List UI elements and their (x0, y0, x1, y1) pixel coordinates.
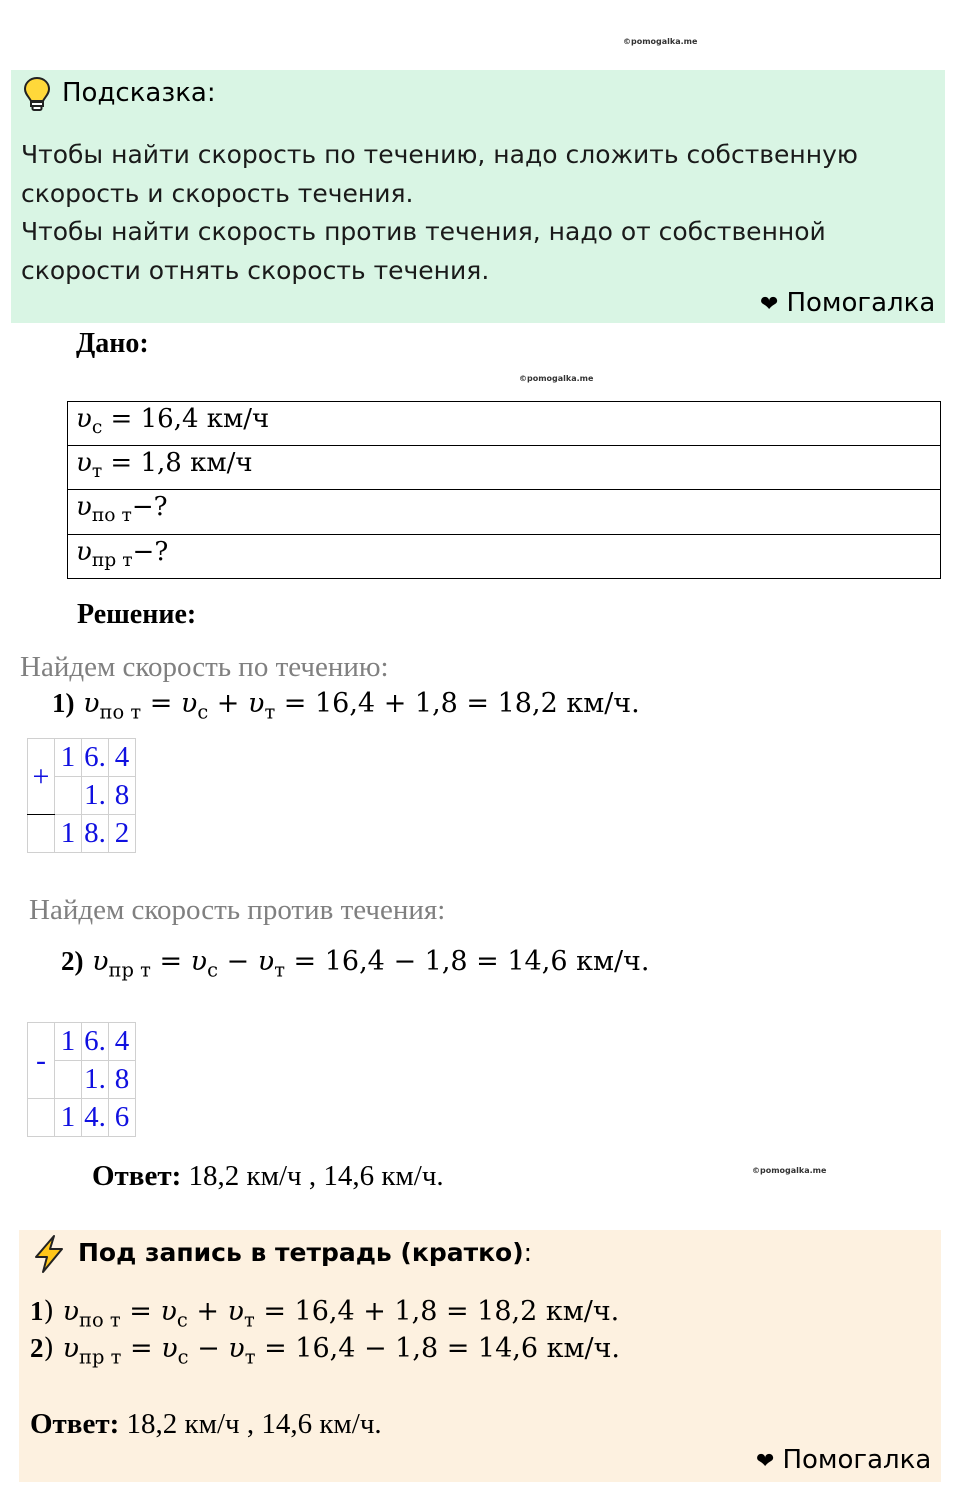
given-value: −? (131, 492, 168, 523)
lightning-icon (30, 1234, 68, 1274)
step2-formula: 2) $\upsilon_{пр т} = \upsilon_с - \upsilon_т = 16,4 - 1,8 = 14,6$ км/ч. (61, 946, 650, 982)
watermark-top: ©pomogalka.me (623, 37, 698, 46)
lightbulb-icon (22, 76, 52, 112)
given-row: $\upsilon_{пр т}-$? (68, 534, 941, 578)
digit: 8. (82, 815, 109, 853)
brand-label: Помогалка (782, 1445, 932, 1475)
hint-line: скорость и скорость течения. (21, 178, 414, 208)
given-value: = 16,4 км/ч (102, 404, 270, 434)
step1-value: = 16,4 + 1,8 = 18,2 км/ч. (275, 688, 640, 719)
digit: 6. (82, 1023, 109, 1061)
digit: 6 (109, 1099, 136, 1137)
hint-text (21, 136, 921, 290)
hint-line: Чтобы найти скорость по течению, надо сложить собственную (21, 140, 858, 169)
step1-number: 1) (52, 688, 75, 718)
digit: 1. (82, 1061, 109, 1099)
digit: 4 (109, 739, 136, 777)
answer (92, 1160, 444, 1193)
notes-title: Под запись в тетрадь (кратко): (78, 1238, 533, 1267)
solution-title: Решение: (77, 599, 197, 630)
answer-text: 18,2 км/ч , 14,6 км/ч. (119, 1408, 382, 1440)
hint-title: Подсказка: (62, 78, 216, 108)
given-table (67, 401, 941, 579)
hint-brand (760, 288, 935, 318)
given-subscript: пр т (91, 549, 133, 571)
given-title: Дано: (76, 328, 149, 359)
hint-line: скорости отнять скорость течения. (21, 255, 490, 285)
answer-label: Ответ: (30, 1408, 120, 1440)
addition-column (27, 738, 136, 853)
given-row: $\upsilon_с = 16,4$ км/ч (68, 402, 941, 446)
answer-label: Ответ: (92, 1160, 182, 1192)
watermark-answer: ©pomogalka.me (752, 1166, 827, 1175)
digit: 1 (55, 815, 82, 853)
given-row: $\upsilon_{по т}-$? (68, 490, 941, 534)
digit (55, 1061, 82, 1099)
step2-number: 2) (61, 946, 84, 976)
given-value: = 1,8 км/ч (102, 448, 253, 479)
digit: 4 (109, 1023, 136, 1061)
given-subscript: т (91, 461, 103, 483)
digit (55, 777, 82, 815)
step1-formula: 1) $\upsilon_{по т} = \upsilon_с + \upsilon_т = 16,4 + 1,8 = 18,2$ км/ч. (52, 688, 640, 724)
notes-brand (756, 1445, 931, 1475)
digit: 1 (55, 739, 82, 777)
notes-line-2: 2) $\upsilon_{пр т} = \upsilon_с - \upsilon_т = 16,4 - 1,8 = 14,6$ км/ч. (30, 1333, 621, 1369)
step2-value: = 16,4 − 1,8 = 14,6 км/ч. (284, 946, 650, 977)
digit: 8 (109, 1061, 136, 1099)
minus-sign: - (28, 1023, 55, 1099)
notes-line-1: 1) $\upsilon_{по т} = \upsilon_с + \upsilon_т = 16,4 + 1,8 = 18,2$ км/ч. (30, 1296, 620, 1332)
step2-caption: Найдем скорость против течения: (29, 894, 446, 926)
watermark-given: ©pomogalka.me (519, 374, 594, 383)
given-value: −? (132, 536, 169, 567)
answer-text: 18,2 км/ч , 14,6 км/ч. (181, 1160, 444, 1192)
digit: 2 (109, 815, 136, 853)
digit: 8 (109, 777, 136, 815)
digit: 6. (82, 739, 109, 777)
digit: 1 (55, 1099, 82, 1137)
digit: 1 (55, 1023, 82, 1061)
plus-sign: + (28, 739, 55, 815)
hint-line: Чтобы найти скорость против течения, надо от собственной (21, 217, 826, 246)
heart-icon: ❤ (760, 292, 779, 317)
digit: 1. (82, 777, 109, 815)
brand-label: Помогалка (786, 288, 936, 318)
subtraction-column (27, 1022, 136, 1137)
digit: 4. (82, 1099, 109, 1137)
given-subscript: по т (91, 505, 132, 527)
given-subscript: с (91, 417, 103, 439)
notes-answer (30, 1408, 382, 1441)
given-row: $\upsilon_т = 1,8$ км/ч (68, 446, 941, 490)
heart-icon: ❤ (756, 1449, 775, 1474)
step1-caption: Найдем скорость по течению: (20, 651, 389, 683)
